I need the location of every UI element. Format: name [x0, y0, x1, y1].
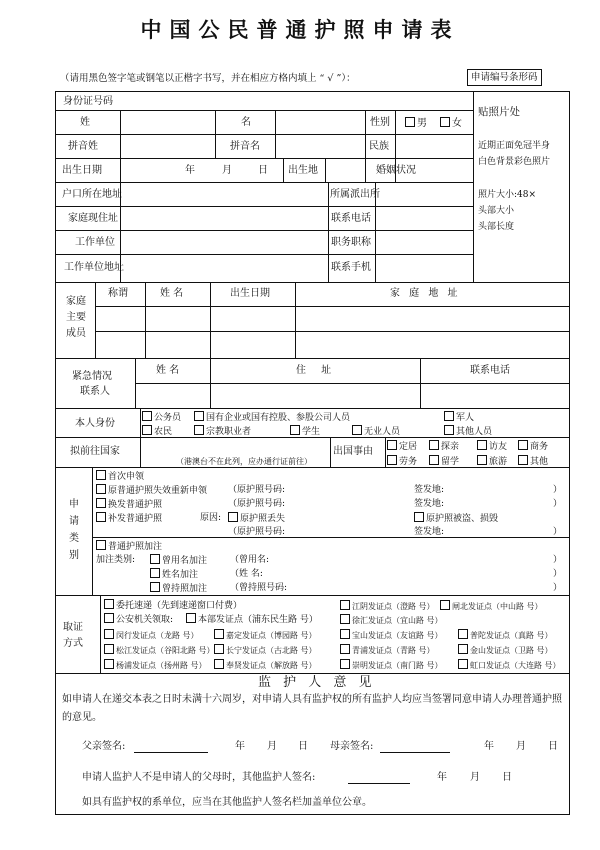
family-label-2: 主要 — [66, 312, 86, 323]
checkbox-icon — [214, 629, 224, 639]
identity-opt-unemployed[interactable]: 无业人员 — [352, 425, 400, 438]
checkbox-icon — [387, 455, 397, 465]
pickup-point[interactable]: 奉贤发证点（解放路 号） — [214, 659, 317, 672]
checkbox-icon — [104, 659, 114, 669]
paren-6: ） — [553, 583, 563, 593]
apply-addon-old-passport-value: （曾持照号码: — [230, 583, 288, 593]
other-guardian-sign-field[interactable] — [348, 772, 410, 784]
apply-addon[interactable]: 普通护照加注 — [96, 540, 162, 553]
mother-sign-label: 母亲签名: — [330, 741, 374, 752]
pickup-point[interactable]: 杨浦发证点（扬州路 号） — [104, 659, 207, 672]
father-sign-label: 父亲签名: — [82, 741, 126, 752]
checkbox-icon — [340, 659, 350, 669]
identity-opt-student[interactable]: 学生 — [290, 425, 320, 438]
checkbox-icon — [96, 540, 106, 550]
label-home-addr: 家庭现住址 — [68, 213, 118, 224]
checkbox-icon — [340, 644, 350, 654]
apply-label-2: 请 — [69, 516, 79, 527]
checkbox-icon — [429, 455, 439, 465]
checkbox-icon — [477, 440, 487, 450]
checkbox-icon — [444, 411, 454, 421]
paren-2: ） — [553, 499, 563, 509]
apply-reissue-lost[interactable]: 原护照丢失 — [228, 512, 285, 525]
pickup-point[interactable]: 崇明发证点（南门路 号） — [340, 659, 443, 672]
reason-visit-family[interactable]: 探亲 — [429, 440, 459, 453]
paren-4: ） — [553, 555, 563, 565]
checkbox-icon — [340, 629, 350, 639]
apply-reissue-stolen[interactable]: 原护照被盗、损毁 — [414, 512, 498, 525]
label-phone: 联系电话 — [331, 213, 371, 224]
other-guardian-label: 申请人监护人不是申请人的父母时，其他监护人签名: — [82, 772, 316, 783]
checkbox-icon — [104, 613, 114, 623]
paren-5: ） — [553, 569, 563, 579]
pickup-point[interactable]: 松江发证点（谷阳北路 号） — [104, 644, 215, 657]
emergency-header-name: 姓 名 — [156, 365, 180, 376]
label-birthplace: 出生地 — [288, 165, 318, 176]
checkbox-icon — [458, 644, 468, 654]
pickup-point[interactable]: 青浦发证点（青路 号） — [340, 644, 435, 657]
checkbox-icon — [150, 582, 160, 592]
checkbox-icon — [387, 440, 397, 450]
checkbox-icon — [429, 440, 439, 450]
apply-renew[interactable]: 原普通护照失效重新申领 — [96, 484, 207, 497]
emergency-header-addr: 住 址 — [296, 365, 338, 376]
label-day: 日 — [258, 165, 268, 176]
family-header-birth: 出生日期 — [230, 288, 270, 299]
label-ethnicity: 民族 — [369, 141, 389, 152]
father-sign-field[interactable] — [134, 741, 208, 753]
checkbox-icon — [290, 425, 300, 435]
checkbox-icon — [194, 425, 204, 435]
pickup-point[interactable]: 闵行发证点（龙路 号） — [104, 629, 199, 642]
reason-other[interactable]: 其他 — [518, 455, 548, 468]
mother-day: 日 — [548, 741, 558, 752]
paren-1: ） — [553, 485, 563, 495]
barcode-box: 申请编号条形码 — [467, 69, 542, 86]
emergency-label-2: 联系人 — [80, 386, 110, 397]
emergency-header-phone: 联系电话 — [470, 365, 510, 376]
apply-replace-old-no: （原护照号码: — [228, 499, 286, 509]
pickup-point[interactable]: 宝山发证点（友谊路 号） — [340, 629, 443, 642]
apply-reissue-issue: 签发地: — [414, 527, 445, 537]
label-given-name: 名 — [241, 117, 251, 128]
checkbox-icon — [352, 425, 362, 435]
label-hukou: 户口所在地址 — [62, 189, 122, 200]
apply-addon-type: 加注类别: — [96, 555, 136, 565]
label-birth-date: 出生日期 — [62, 165, 102, 176]
pickup-mail[interactable]: 委托速递（先到速递窗口付费） — [104, 599, 242, 612]
checkbox-icon — [104, 599, 114, 609]
reason-business[interactable]: 商务 — [518, 440, 548, 453]
paren-3: ） — [553, 527, 563, 537]
label-given-pinyin: 拼音名 — [230, 141, 260, 152]
apply-addon-used-name[interactable]: 曾用名加注 — [150, 554, 207, 567]
checkbox-icon — [186, 613, 196, 623]
pickup-point[interactable]: 闸北发证点（中山路 号） — [440, 600, 543, 613]
checkbox-icon — [150, 554, 160, 564]
label-police: 所属派出所 — [330, 189, 380, 200]
apply-addon-old-passport[interactable]: 曾持照加注 — [150, 582, 207, 595]
pickup-point[interactable]: 嘉定发证点（博园路 号） — [214, 629, 317, 642]
reason-labor[interactable]: 劳务 — [387, 455, 417, 468]
destination-label: 拟前往国家 — [70, 446, 120, 457]
identity-opt-other[interactable]: 其他人员 — [444, 425, 492, 438]
identity-opt-religious[interactable]: 宗教职业者 — [194, 425, 251, 438]
checkbox-icon — [440, 600, 450, 610]
form-title: 中国公民普通护照申请表 — [140, 17, 460, 42]
gender-female-checkbox[interactable]: 女 — [440, 117, 462, 130]
family-header-addr: 家 庭 地 址 — [390, 288, 461, 299]
label-surname-pinyin: 拼音姓 — [68, 141, 98, 152]
checkbox-icon — [214, 644, 224, 654]
identity-opt-civil-servant[interactable]: 公务员 — [142, 411, 181, 424]
gender-male-checkbox[interactable]: 男 — [405, 117, 427, 130]
family-label-3: 成员 — [66, 328, 86, 339]
other-month: 月 — [470, 772, 480, 783]
checkbox-icon — [104, 629, 114, 639]
pickup-label-2: 方式 — [63, 638, 83, 649]
photo-line-4: 头部大小 — [478, 206, 515, 216]
instructions: （请用黑色签字笔或钢笔以正楷字书写，并在相应方格内填上 “ √ ”）： — [60, 73, 356, 84]
identity-label: 本人身份 — [75, 418, 115, 429]
checkbox-icon — [405, 117, 415, 127]
pickup-office[interactable]: 公安机关领取: — [104, 613, 173, 626]
apply-label-4: 别 — [69, 550, 79, 561]
pickup-point[interactable]: 普陀发证点（真路 号） — [458, 629, 553, 642]
mother-month: 月 — [516, 741, 526, 752]
apply-label-3: 类 — [69, 533, 79, 544]
mother-sign-field[interactable] — [380, 741, 450, 753]
photo-line-2: 白色背景彩色照片 — [478, 157, 551, 167]
apply-addon-alias[interactable]: 姓名加注 — [150, 568, 198, 581]
checkbox-icon — [340, 614, 350, 624]
apply-renew-issue: 签发地: — [414, 485, 445, 495]
reason-study[interactable]: 留学 — [429, 455, 459, 468]
guardian-title: 监 护 人 意 见 — [258, 675, 376, 690]
checkbox-icon — [458, 629, 468, 639]
father-day: 日 — [298, 741, 308, 752]
reason-label: 出国事由 — [333, 446, 373, 457]
unit-seal-note: 如具有监护权的系单位，应当在其他监护人签名栏加盖单位公章。 — [82, 797, 372, 808]
label-work-addr: 工作单位地址 — [64, 262, 124, 273]
photo-title: 贴照片处 — [478, 106, 520, 118]
label-work-unit: 工作单位 — [75, 237, 115, 248]
checkbox-icon — [96, 470, 106, 480]
family-header-name: 姓 名 — [160, 288, 184, 299]
reason-settle[interactable]: 定居 — [387, 440, 417, 453]
label-gender: 性别 — [370, 117, 390, 128]
destination-note: （港澳台不在此列，应办通行证前往） — [176, 457, 312, 466]
pickup-label-1: 取证 — [63, 622, 83, 633]
label-position: 职务职称 — [331, 237, 371, 248]
apply-renew-old-no: （原护照号码: — [228, 485, 286, 495]
apply-first[interactable]: 首次申领 — [96, 470, 144, 483]
pickup-point[interactable]: 金山发证点（卫路 号） — [458, 644, 553, 657]
photo-line-3: 照片大小:48× — [478, 190, 537, 200]
apply-label-1: 申 — [69, 499, 79, 510]
checkbox-icon — [444, 425, 454, 435]
label-month: 月 — [222, 165, 232, 176]
checkbox-icon — [477, 455, 487, 465]
pickup-point[interactable]: 虹口发证点（大连路 号） — [458, 659, 561, 672]
checkbox-icon — [518, 455, 528, 465]
checkbox-icon — [518, 440, 528, 450]
checkbox-icon — [214, 659, 224, 669]
apply-reissue-old-no: （原护照号码: — [228, 527, 286, 537]
checkbox-icon — [340, 600, 350, 610]
mother-year: 年 — [484, 741, 494, 752]
other-year: 年 — [437, 772, 447, 783]
other-day: 日 — [502, 772, 512, 783]
pickup-point[interactable]: 徐汇发证点（宜山路 号） — [340, 614, 443, 627]
checkbox-icon — [228, 512, 238, 522]
checkbox-icon — [194, 411, 204, 421]
reason-tourism[interactable]: 旅游 — [477, 455, 507, 468]
reason-visit-friends[interactable]: 访友 — [477, 440, 507, 453]
label-id-number: 身份证号码 — [63, 96, 113, 107]
apply-reissue[interactable]: 补发普通护照 — [96, 512, 162, 525]
identity-opt-military[interactable]: 军人 — [444, 411, 474, 424]
label-marital: 婚姻状况 — [376, 165, 416, 176]
checkbox-icon — [142, 425, 152, 435]
label-year: 年 — [185, 165, 195, 176]
identity-opt-farmer[interactable]: 农民 — [142, 425, 172, 438]
checkbox-icon — [96, 484, 106, 494]
checkbox-icon — [150, 568, 160, 578]
checkbox-icon — [142, 411, 152, 421]
father-year: 年 — [235, 741, 245, 752]
checkbox-icon — [96, 498, 106, 508]
photo-line-5: 头部长度 — [478, 222, 515, 232]
emergency-label-1: 紧急情况 — [72, 371, 112, 382]
checkbox-icon — [458, 659, 468, 669]
checkbox-icon — [440, 117, 450, 127]
photo-line-1: 近期正面免冠半身 — [478, 141, 551, 151]
checkbox-icon — [96, 512, 106, 522]
checkbox-icon — [414, 512, 424, 522]
pickup-point[interactable]: 长宁发证点（古北路 号） — [214, 644, 317, 657]
identity-opt-soe[interactable]: 国有企业或国有控股、参股公司人员 — [194, 411, 350, 424]
label-mobile: 联系手机 — [331, 262, 371, 273]
family-label-1: 家庭 — [66, 296, 86, 307]
pickup-point[interactable]: 江阴发证点（澄路 号） — [340, 600, 435, 613]
checkbox-icon — [104, 644, 114, 654]
family-header-relation: 称谓 — [108, 288, 128, 299]
guardian-paragraph: 如申请人在递交本表之日时未满十六周岁，对申请人具有监护权的所有监护人均应当签署同意申请人办理普通护照的意见。 — [62, 694, 562, 723]
apply-reissue-reason: 原因: — [200, 513, 222, 523]
label-surname: 姓 — [80, 117, 90, 128]
apply-addon-alias-value: （姓 名: — [230, 569, 263, 579]
apply-addon-used-name-value: （曾用名: — [230, 555, 270, 565]
apply-replace-issue: 签发地: — [414, 499, 445, 509]
apply-replace[interactable]: 换发普通护照 — [96, 498, 162, 511]
father-month: 月 — [267, 741, 277, 752]
pickup-local[interactable]: 本部发证点（浦东民生路 号） — [186, 613, 318, 626]
